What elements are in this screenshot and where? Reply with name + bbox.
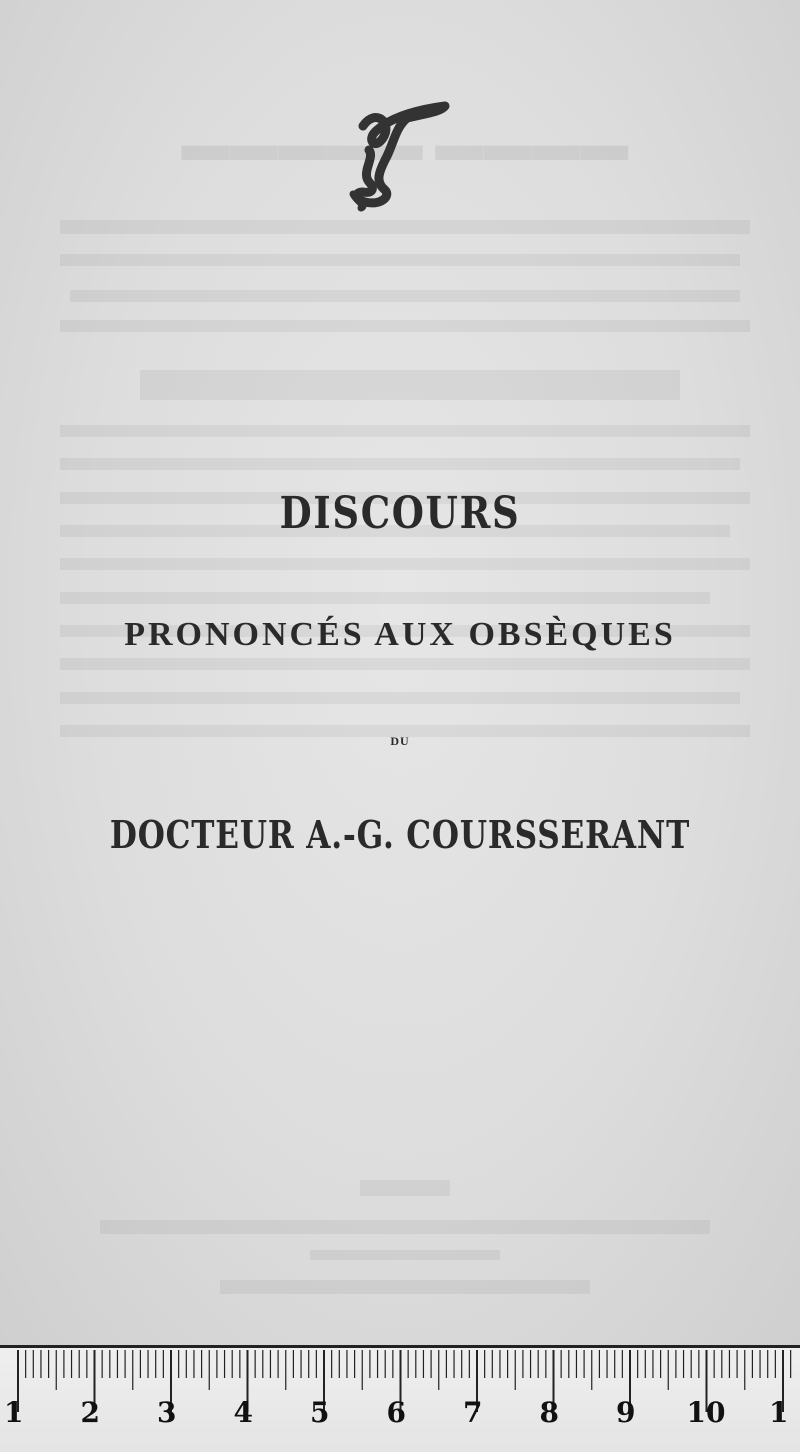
ruler-label: 7	[463, 1396, 483, 1429]
bleed-through-footer-lines	[60, 1180, 750, 1310]
ruler-label: 8	[539, 1396, 559, 1429]
ruler-label: 1	[769, 1396, 789, 1429]
ink-stamp-mark	[345, 98, 455, 213]
ruler-label: 6	[386, 1396, 406, 1429]
document-title: DISCOURS	[279, 488, 521, 539]
document-subtitle: PRONONCÉS AUX OBSÈQUES	[124, 616, 676, 653]
ruler-label: 1	[4, 1396, 24, 1429]
ruler-label: 3	[157, 1396, 177, 1429]
ruler-label: 4	[233, 1396, 253, 1429]
bleed-through-footer	[60, 1180, 750, 1310]
document-person: DOCTEUR A.-G. COURSSERANT	[109, 812, 691, 857]
ruler-label: 2	[80, 1396, 100, 1429]
bleed-through-heading: ▬▬▬▬▬ ▬▬▬▬	[181, 118, 629, 171]
measuring-ruler	[0, 1345, 800, 1452]
document-connector: DU	[390, 734, 410, 748]
ruler-label: 5	[310, 1396, 330, 1429]
ruler-label: 10	[686, 1396, 726, 1429]
ruler-label: 9	[616, 1396, 636, 1429]
